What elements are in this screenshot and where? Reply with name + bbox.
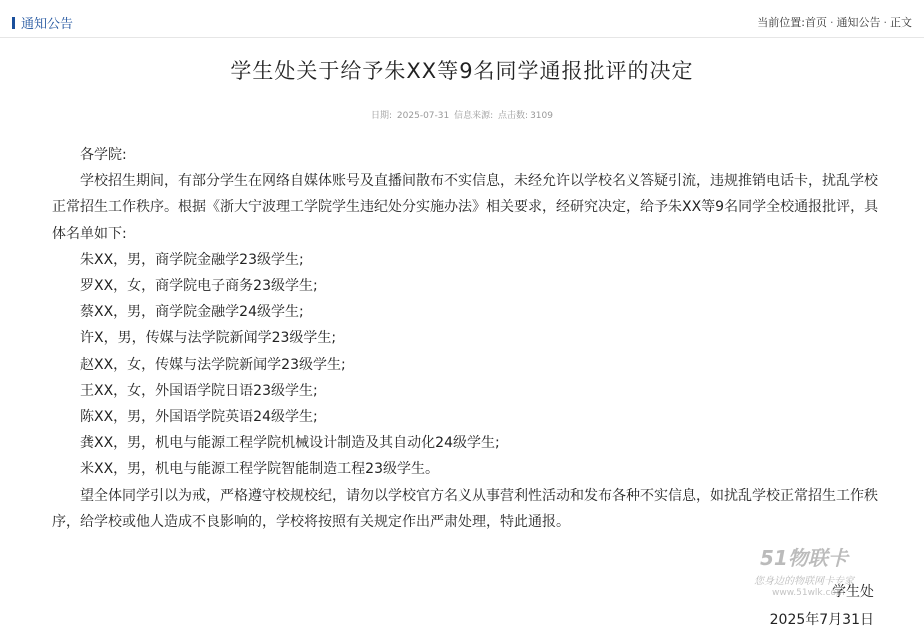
meta-clicks: 3109: [530, 111, 553, 121]
meta-source-label: 信息来源:: [454, 111, 494, 121]
article-body: [52, 142, 882, 535]
student-item: 赵XX，女，传媒与法学院新闻学23级学生;: [80, 356, 346, 373]
student-item: 陈XX，男，外国语学院英语24级学生;: [80, 409, 318, 426]
breadcrumb: [757, 14, 912, 30]
intro-paragraph: 学校招生期间，有部分学生在网络自媒体账号及直播间散布不实信息，未经允许以学校名义答疑引流，违规推销电话卡，扰乱学校正常招生工作秩序。根据《浙大宁波理工学院学生违纪处分实施办法》相关要求，经研究决定，给予朱XX等9名同学全校通报批评，具体名单如下:: [52, 173, 879, 242]
student-item: 罗XX，女，商学院电子商务23级学生;: [80, 278, 318, 295]
student-item: 米XX，男，机电与能源工程学院智能制造工程23级学生。: [80, 461, 439, 478]
closing-paragraph: 望全体同学引以为戒，严格遵守校规校纪，请勿以学校官方名义从事营利性活动和发布各种不实信息，如扰乱学校正常招生工作秩序，给学校或他人造成不良影响的，学校将按照有关规定作出严肃处理，特此通报。: [52, 487, 878, 530]
breadcrumb-label: 当前位置:: [757, 16, 805, 29]
signature-date: 2025年7月31日: [769, 612, 874, 628]
watermark-url: www.51wlk.com: [772, 588, 845, 598]
watermark-slogan: 您身边的物联网卡专家: [754, 576, 854, 587]
section-title-label: 通知公告: [21, 17, 74, 32]
student-item: 蔡XX，男，商学院金融学24级学生;: [80, 304, 304, 321]
salutation: 各学院:: [80, 147, 127, 163]
section-title[interactable]: [12, 13, 73, 32]
article-meta: [0, 108, 924, 121]
breadcrumb-current: 正文: [890, 16, 912, 29]
breadcrumb-separator: ·: [830, 15, 834, 29]
breadcrumb-separator: ·: [883, 15, 887, 29]
section-marker-icon: [12, 17, 15, 29]
meta-date-label: 日期:: [371, 111, 393, 121]
student-item: 朱XX，男，商学院金融学23级学生;: [80, 251, 304, 268]
article-title: 学生处关于给予朱XX等9名同学通报批评的决定: [230, 59, 694, 83]
breadcrumb-notices[interactable]: 通知公告: [836, 16, 881, 29]
student-item: 许X，男，传媒与法学院新闻学23级学生;: [80, 330, 337, 347]
top-bar: [0, 0, 924, 38]
student-item: 王XX，女，外国语学院日语23级学生;: [80, 382, 318, 399]
meta-clicks-label: 点击数:: [498, 111, 529, 121]
student-item: 龚XX，男，机电与能源工程学院机械设计制造及其自动化24级学生;: [80, 435, 500, 452]
meta-date: 2025-07-31: [396, 111, 450, 121]
signature-org: 学生处: [832, 584, 874, 600]
breadcrumb-home[interactable]: 首页: [805, 16, 827, 29]
watermark-logo-text: 51物联卡: [760, 546, 848, 570]
